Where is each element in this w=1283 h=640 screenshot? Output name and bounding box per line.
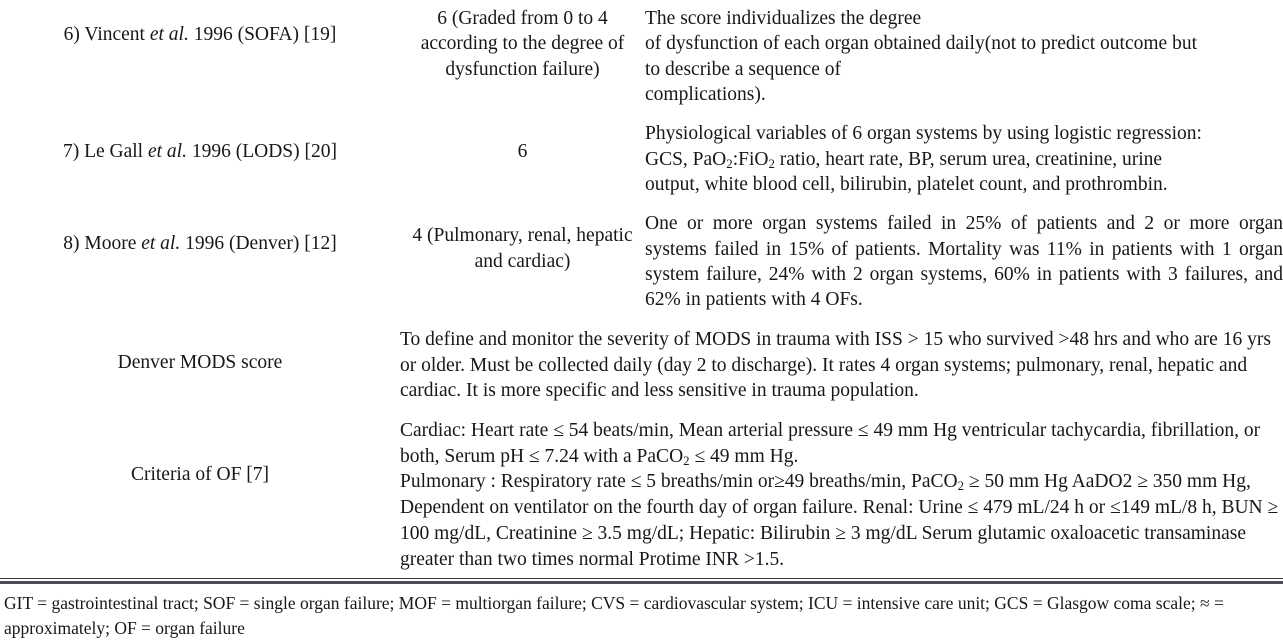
system-name-italic: et al.	[147, 141, 187, 163]
remark-line: to describe a sequence of	[645, 58, 841, 80]
system-name-prefix: 7) Le Gall	[62, 141, 148, 163]
remark-line: The score individualizes the degree	[645, 8, 922, 29]
system-name-prefix: 8) Moore	[63, 233, 142, 255]
system-name-suffix: 1996 (SOFA) [19]	[188, 24, 337, 45]
cell-description: To define and monitor the severity of MODS in trauma with ISS > 15 who survived >48 hrs and who are 16 yrs or older. Must be collected daily (day 2 to discharge). It rates 4 organ systems; pulmonary, renal, hepatic and cardiac. It is more specific and less sensitive in trauma population.	[400, 328, 1271, 402]
criteria-cardiac-tail: ≤ 49 mm Hg.	[689, 445, 799, 467]
system-name-italic: et al.	[149, 24, 189, 45]
system-name-italic: et al.	[141, 233, 181, 255]
cell-organ-count: 6 (Graded from 0 to 4 according to the degree of dysfunction failure)	[420, 8, 625, 80]
criteria-pulmonary	[400, 469, 1283, 572]
subscript-2: 2	[683, 453, 690, 468]
table-row	[0, 0, 1283, 107]
cell-scoring-system: Denver MODS score	[117, 351, 283, 373]
criteria-pulmonary-tail: ≥ 50 mm Hg AaDO2 ≥ 350 mm Hg, Dependent on ventilator on the fourth day of organ failure. Renal: Urine ≤ 479 mL/24 h or ≤149 mL/8 h, BUN ≥ 100 mg/dL, Creatinine ≥ 3.5 mg/dL; Hepatic: Bilirubin ≥ 3 mg/dL Serum glutamic oxaloacetic transaminase greater than two times normal Protime INR >1.5.	[400, 471, 1279, 570]
criteria-cardiac	[400, 418, 1283, 469]
cell-organ-count: 6	[517, 141, 528, 163]
cell-remarks: One or more organ systems failed in 25% of patients and 2 or more organ systems failed in 15% of patients. Mortality was 11% in patients with 1 organ system failure, 24% with 2 organ systems, 60% in patients with 3 failures, and 62% in patients with 4 OFs.	[645, 213, 1283, 311]
subscript-2: 2	[768, 156, 775, 171]
subscript-2: 2	[726, 156, 733, 171]
cell-remarks	[645, 0, 1283, 107]
table-footnote: GIT = gastrointestinal tract; SOF = single organ failure; MOF = multiorgan failure; CVS = cardiovascular system; ICU = intensive care unit; GCS = Glasgow coma scale; ≈ = approximately; OF = organ failure	[4, 593, 1224, 638]
remark-line: complications).	[645, 84, 766, 106]
remark-line: Physiological variables of 6 organ systems by using logistic regression:	[645, 123, 1202, 145]
cell-scoring-system	[0, 197, 400, 312]
table-row	[0, 313, 1283, 404]
remark-line-formula: GCS, PaO$_2$:FiO$_2$ ratio, heart rate, BP, serum urea, creatinine, urine	[645, 148, 1163, 171]
cell-criteria	[400, 404, 1283, 572]
remark-line: output, white blood cell, bilirubin, platelet count, and prothrombin.	[645, 174, 1168, 196]
system-name-suffix: 1996 (Denver) [12]	[180, 233, 337, 255]
cell-scoring-system: Criteria of OF [7]	[130, 463, 270, 485]
remark-line: of dysfunction of each organ obtained daily(not to predict outcome but	[645, 33, 1197, 55]
table-row	[0, 107, 1283, 197]
system-name-prefix: 6) Vincent	[63, 24, 150, 45]
system-name-suffix: 1996 (LODS) [20]	[186, 141, 338, 163]
subscript-2: 2	[957, 479, 964, 494]
criteria-pulmonary-text: Pulmonary : Respiratory rate ≤ 5 breaths/min or≥49 breaths/min, PaCO	[400, 471, 958, 493]
table-row	[0, 197, 1283, 312]
cell-remarks	[645, 107, 1283, 197]
criteria-cardiac-text: Cardiac: Heart rate ≤ 54 beats/min, Mean arterial pressure ≤ 49 mm Hg ventricular tachycardia, fibrillation, or both, Serum pH ≤ 7.24 with a PaCO	[400, 419, 1261, 467]
cell-organ-count: 4 (Pulmonary, renal, hepatic and cardiac)	[412, 225, 633, 272]
table-row	[0, 404, 1283, 572]
cell-scoring-system	[0, 0, 400, 107]
cell-scoring-system	[0, 107, 400, 197]
